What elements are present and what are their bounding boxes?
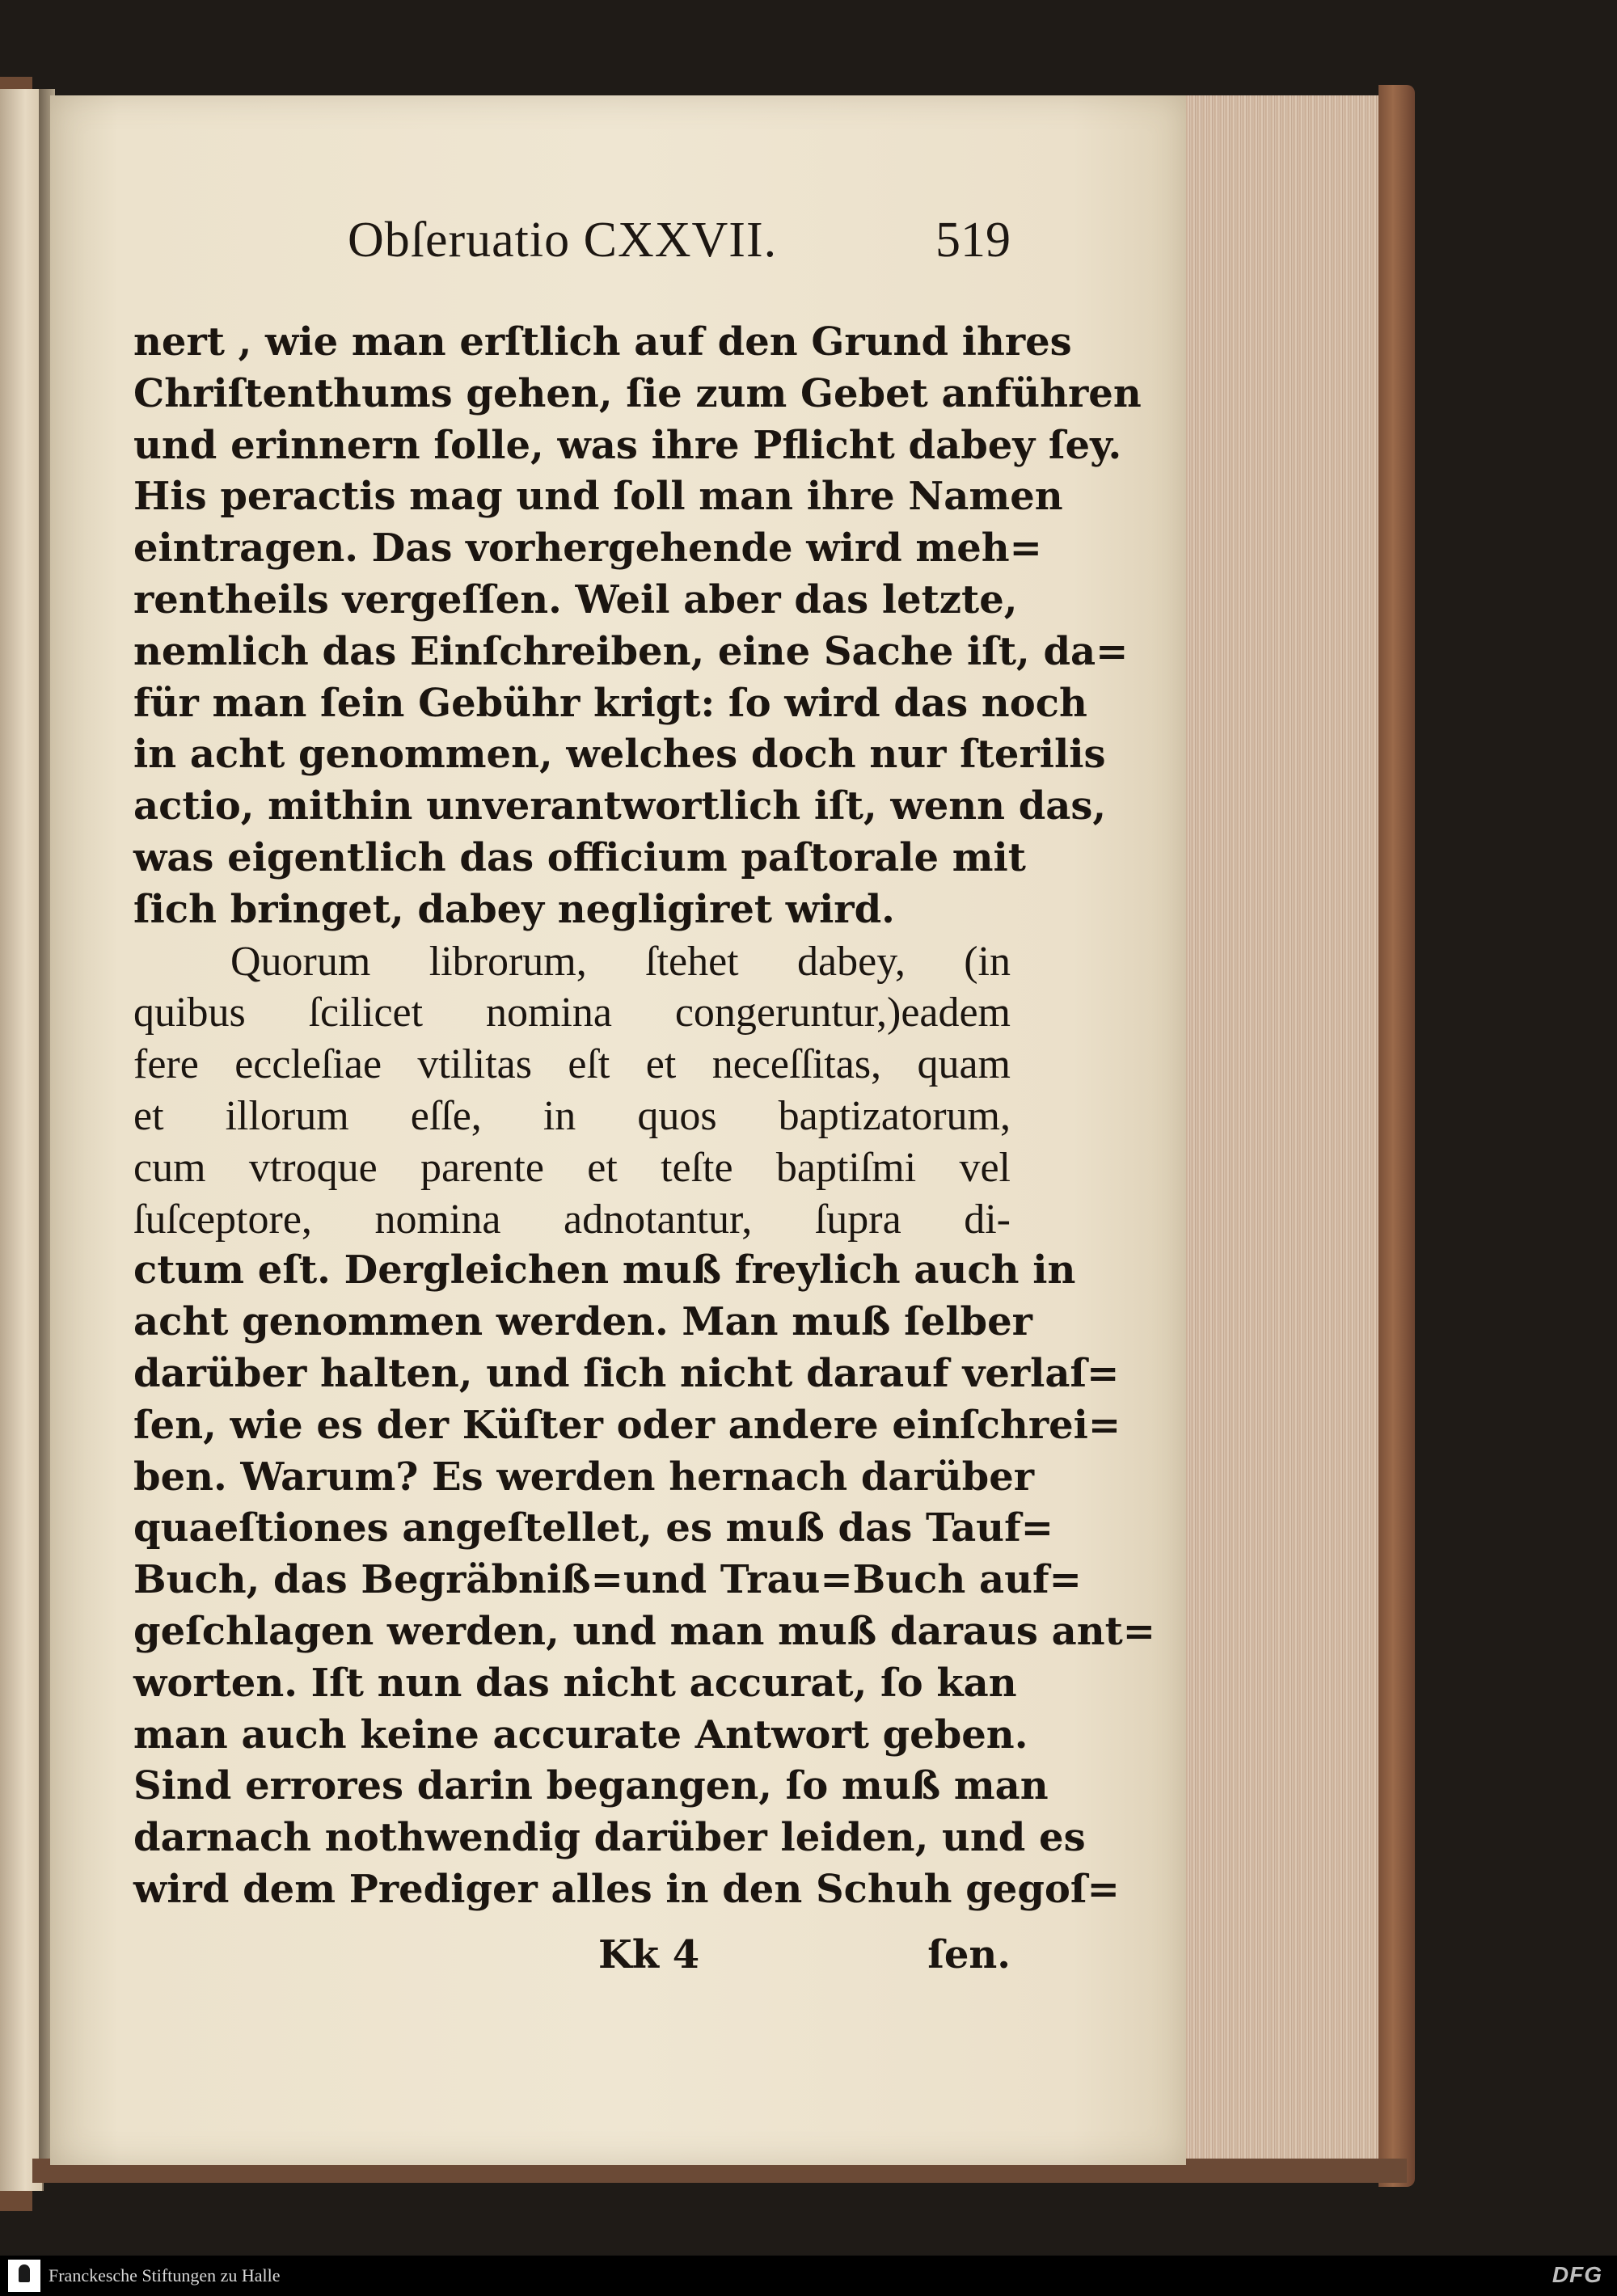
text-line: man auch keine accurate Antwort geben. (133, 1711, 1028, 1758)
body-text (133, 317, 1156, 1916)
text-line: nemlich das Einſchreiben, eine Sache iſt, da= (133, 628, 1129, 674)
text-line: quibus ſcilicet nomina congeruntur,)eadem (133, 990, 1011, 1036)
text-line: quaeſtiones angeſtellet, es muß das Tauf= (133, 1505, 1053, 1551)
text-line: ctum eſt. Dergleichen muß freylich auch in (133, 1247, 1076, 1294)
text-line: worten. Iſt nun das nicht accurat, ſo kan (133, 1660, 1017, 1706)
text-line: wird dem Prediger alles in den Schuh gegoſ= (133, 1866, 1120, 1912)
text-line: His peractis mag und ſoll man ihre Namen (133, 474, 1063, 520)
text-line: cum vtroque parente et teſte baptiſmi vel (133, 1144, 1011, 1191)
text-line: fere eccleſiae vtilitas eſt et neceſſitas, quam (133, 1041, 1011, 1088)
institution-name: Franckesche Stiftungen zu Halle (49, 2265, 281, 2285)
left-page-edge (0, 89, 44, 2191)
text-line: ben. Warum? Es werden hernach darüber (133, 1454, 1035, 1500)
dfg-logo: DFG (1552, 2262, 1602, 2287)
signature-mark: Kk 4 (598, 1932, 700, 1977)
text-line: nert , wie man erſtlich auf den Grund ihres (133, 319, 1072, 365)
text-line: in acht genommen, welches doch nur ſterilis (133, 732, 1106, 778)
text-line: actio, mithin unverantwortlich iſt, wenn das, (133, 783, 1107, 829)
footer-bar (0, 2256, 1617, 2296)
text-line: Sind errores darin begangen, ſo muß man (133, 1763, 1049, 1809)
catchword: ſen. (927, 1932, 1011, 1977)
text-line: et illorum eſſe, in quos baptizatorum, (133, 1092, 1011, 1139)
right-cover-board (1378, 85, 1415, 2187)
page-number: 519 (935, 213, 1011, 268)
text-line: was eigentlich das officium paſtorale mit (133, 834, 1026, 880)
text-line: ſuſceptore, nomina adnotantur, ſupra di- (133, 1196, 1011, 1243)
text-line: geſchlagen werden, und man muß daraus ant= (133, 1608, 1156, 1654)
text-line: darnach nothwendig darüber leiden, und es (133, 1815, 1086, 1861)
text-line: darüber halten, und ſich nicht darauf verlaſ= (133, 1350, 1120, 1396)
page-foot (133, 1932, 1011, 1989)
text-line: Quorum librorum, ſtehet dabey, (in (230, 938, 1011, 985)
running-head-title: Obſeruatio CXXVII. (348, 213, 778, 268)
text-line: ſich bringet, dabey negligiret wird. (133, 886, 895, 932)
text-line: für man ſein Gebühr krigt: ſo wird das noch (133, 680, 1087, 726)
text-line: und erinnern ſolle, was ihre Pflicht dabey ſey. (133, 422, 1122, 468)
running-head (348, 212, 1011, 276)
text-line: acht genommen werden. Man muß ſelber (133, 1299, 1032, 1345)
text-line: eintragen. Das vorhergehende wird meh= (133, 525, 1042, 572)
page-edges (1184, 95, 1385, 2165)
institution-logo-icon (8, 2260, 40, 2292)
text-line: ſen, wie es der Küſter oder andere einſchrei= (133, 1402, 1121, 1448)
text-line: Chriſtenthums gehen, ſie zum Gebet anführen (133, 370, 1142, 416)
text-line: rentheils vergeſſen. Weil aber das letzte, (133, 576, 1018, 623)
text-line: Buch, das Begräbniß=und Trau=Buch auf= (133, 1557, 1082, 1603)
